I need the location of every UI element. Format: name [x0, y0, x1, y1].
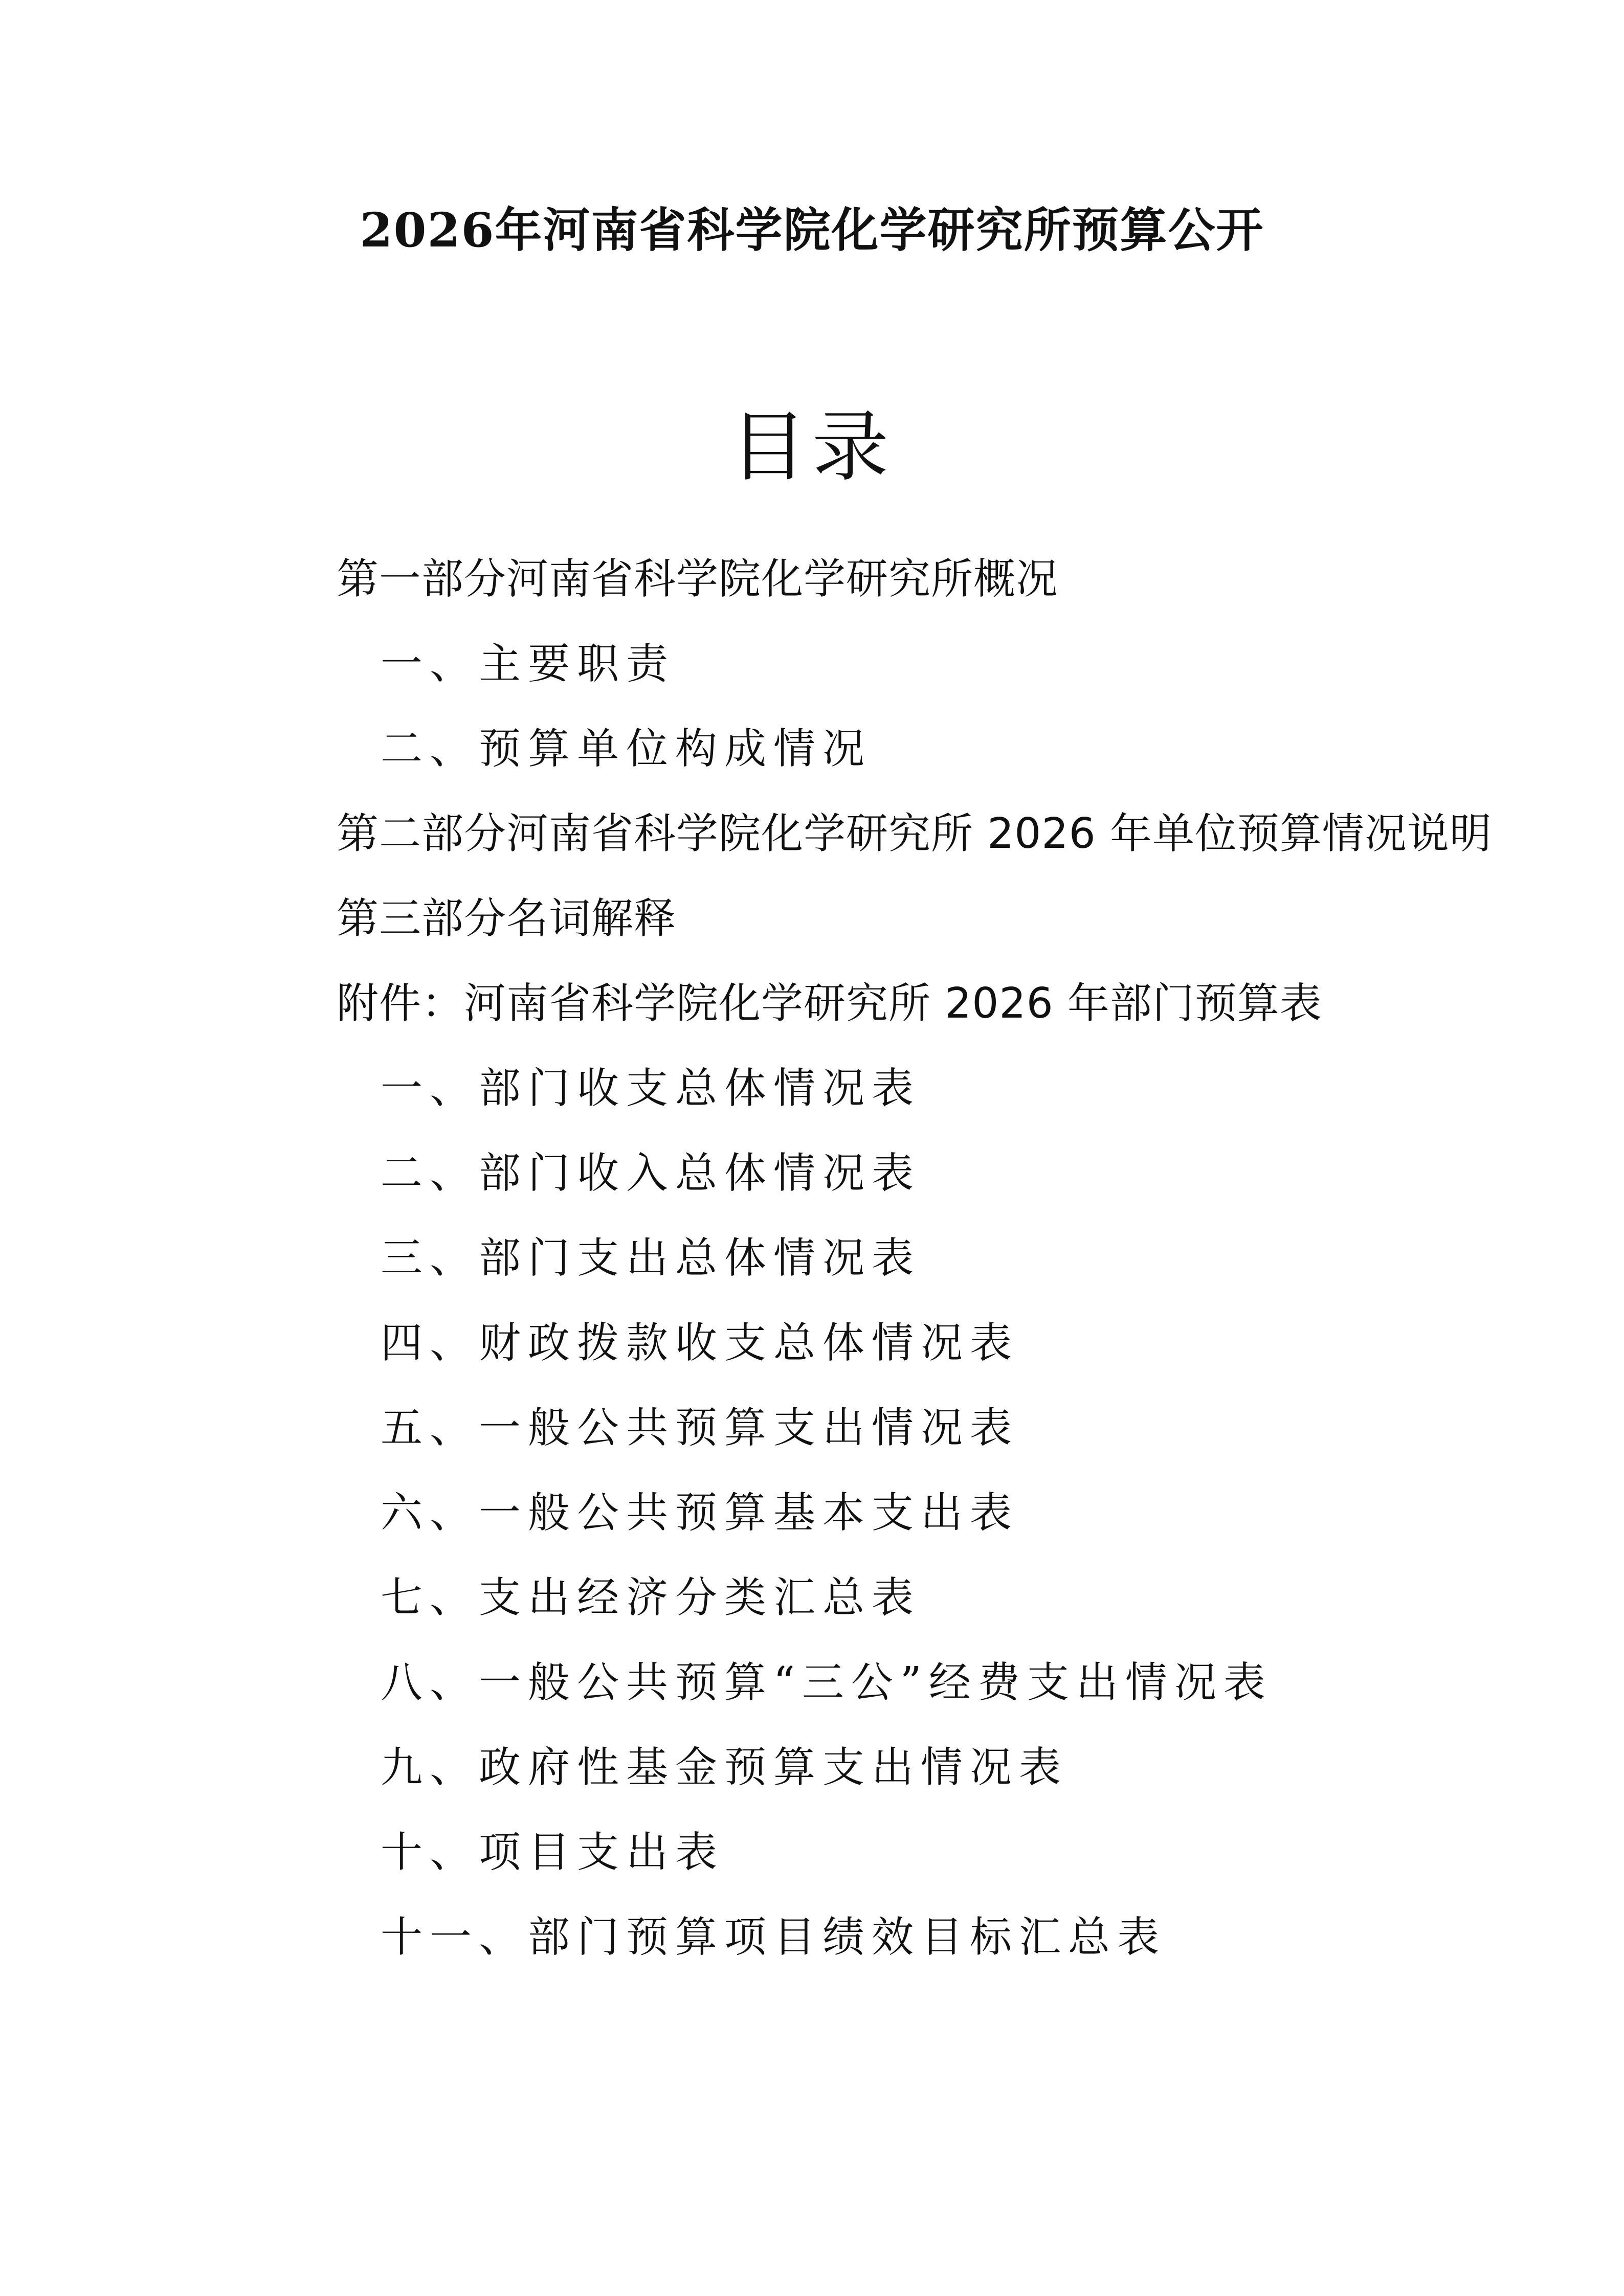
toc-item: 六、一般公共预算基本支出表 [381, 1489, 1019, 1537]
toc-item: 附件：河南省科学院化学研究所 2026 年部门预算表 [337, 979, 1322, 1028]
toc-item: 八、一般公共预算“三公”经费支出情况表 [381, 1658, 1273, 1707]
toc-item: 三、部门支出总体情况表 [381, 1234, 921, 1282]
document-title: 2026年河南省科学院化学研究所预算公开 [360, 202, 1264, 258]
toc-item: 第一部分河南省科学院化学研究所概况 [337, 555, 1059, 603]
toc-item: 二、部门收入总体情况表 [381, 1149, 921, 1198]
toc-list [337, 537, 1554, 1980]
toc-item: 十一、部门预算项目绩效目标汇总表 [381, 1913, 1167, 1962]
toc-item: 五、一般公共预算支出情况表 [381, 1404, 1019, 1452]
toc-item: 一、部门收支总体情况表 [381, 1064, 921, 1113]
toc-heading: 目录 [730, 403, 894, 492]
toc-item: 十、项目支出表 [381, 1828, 725, 1877]
toc-item: 一、主要职责 [381, 640, 676, 688]
toc-item: 四、财政拨款收支总体情况表 [381, 1319, 1019, 1367]
toc-item: 二、预算单位构成情况 [381, 725, 872, 773]
toc-item: 七、支出经济分类汇总表 [381, 1573, 921, 1622]
toc-item: 第二部分河南省科学院化学研究所 2026 年单位预算情况说明 [337, 809, 1492, 858]
toc-item: 九、政府性基金预算支出情况表 [381, 1743, 1069, 1792]
toc-item: 第三部分名词解释 [337, 894, 677, 943]
